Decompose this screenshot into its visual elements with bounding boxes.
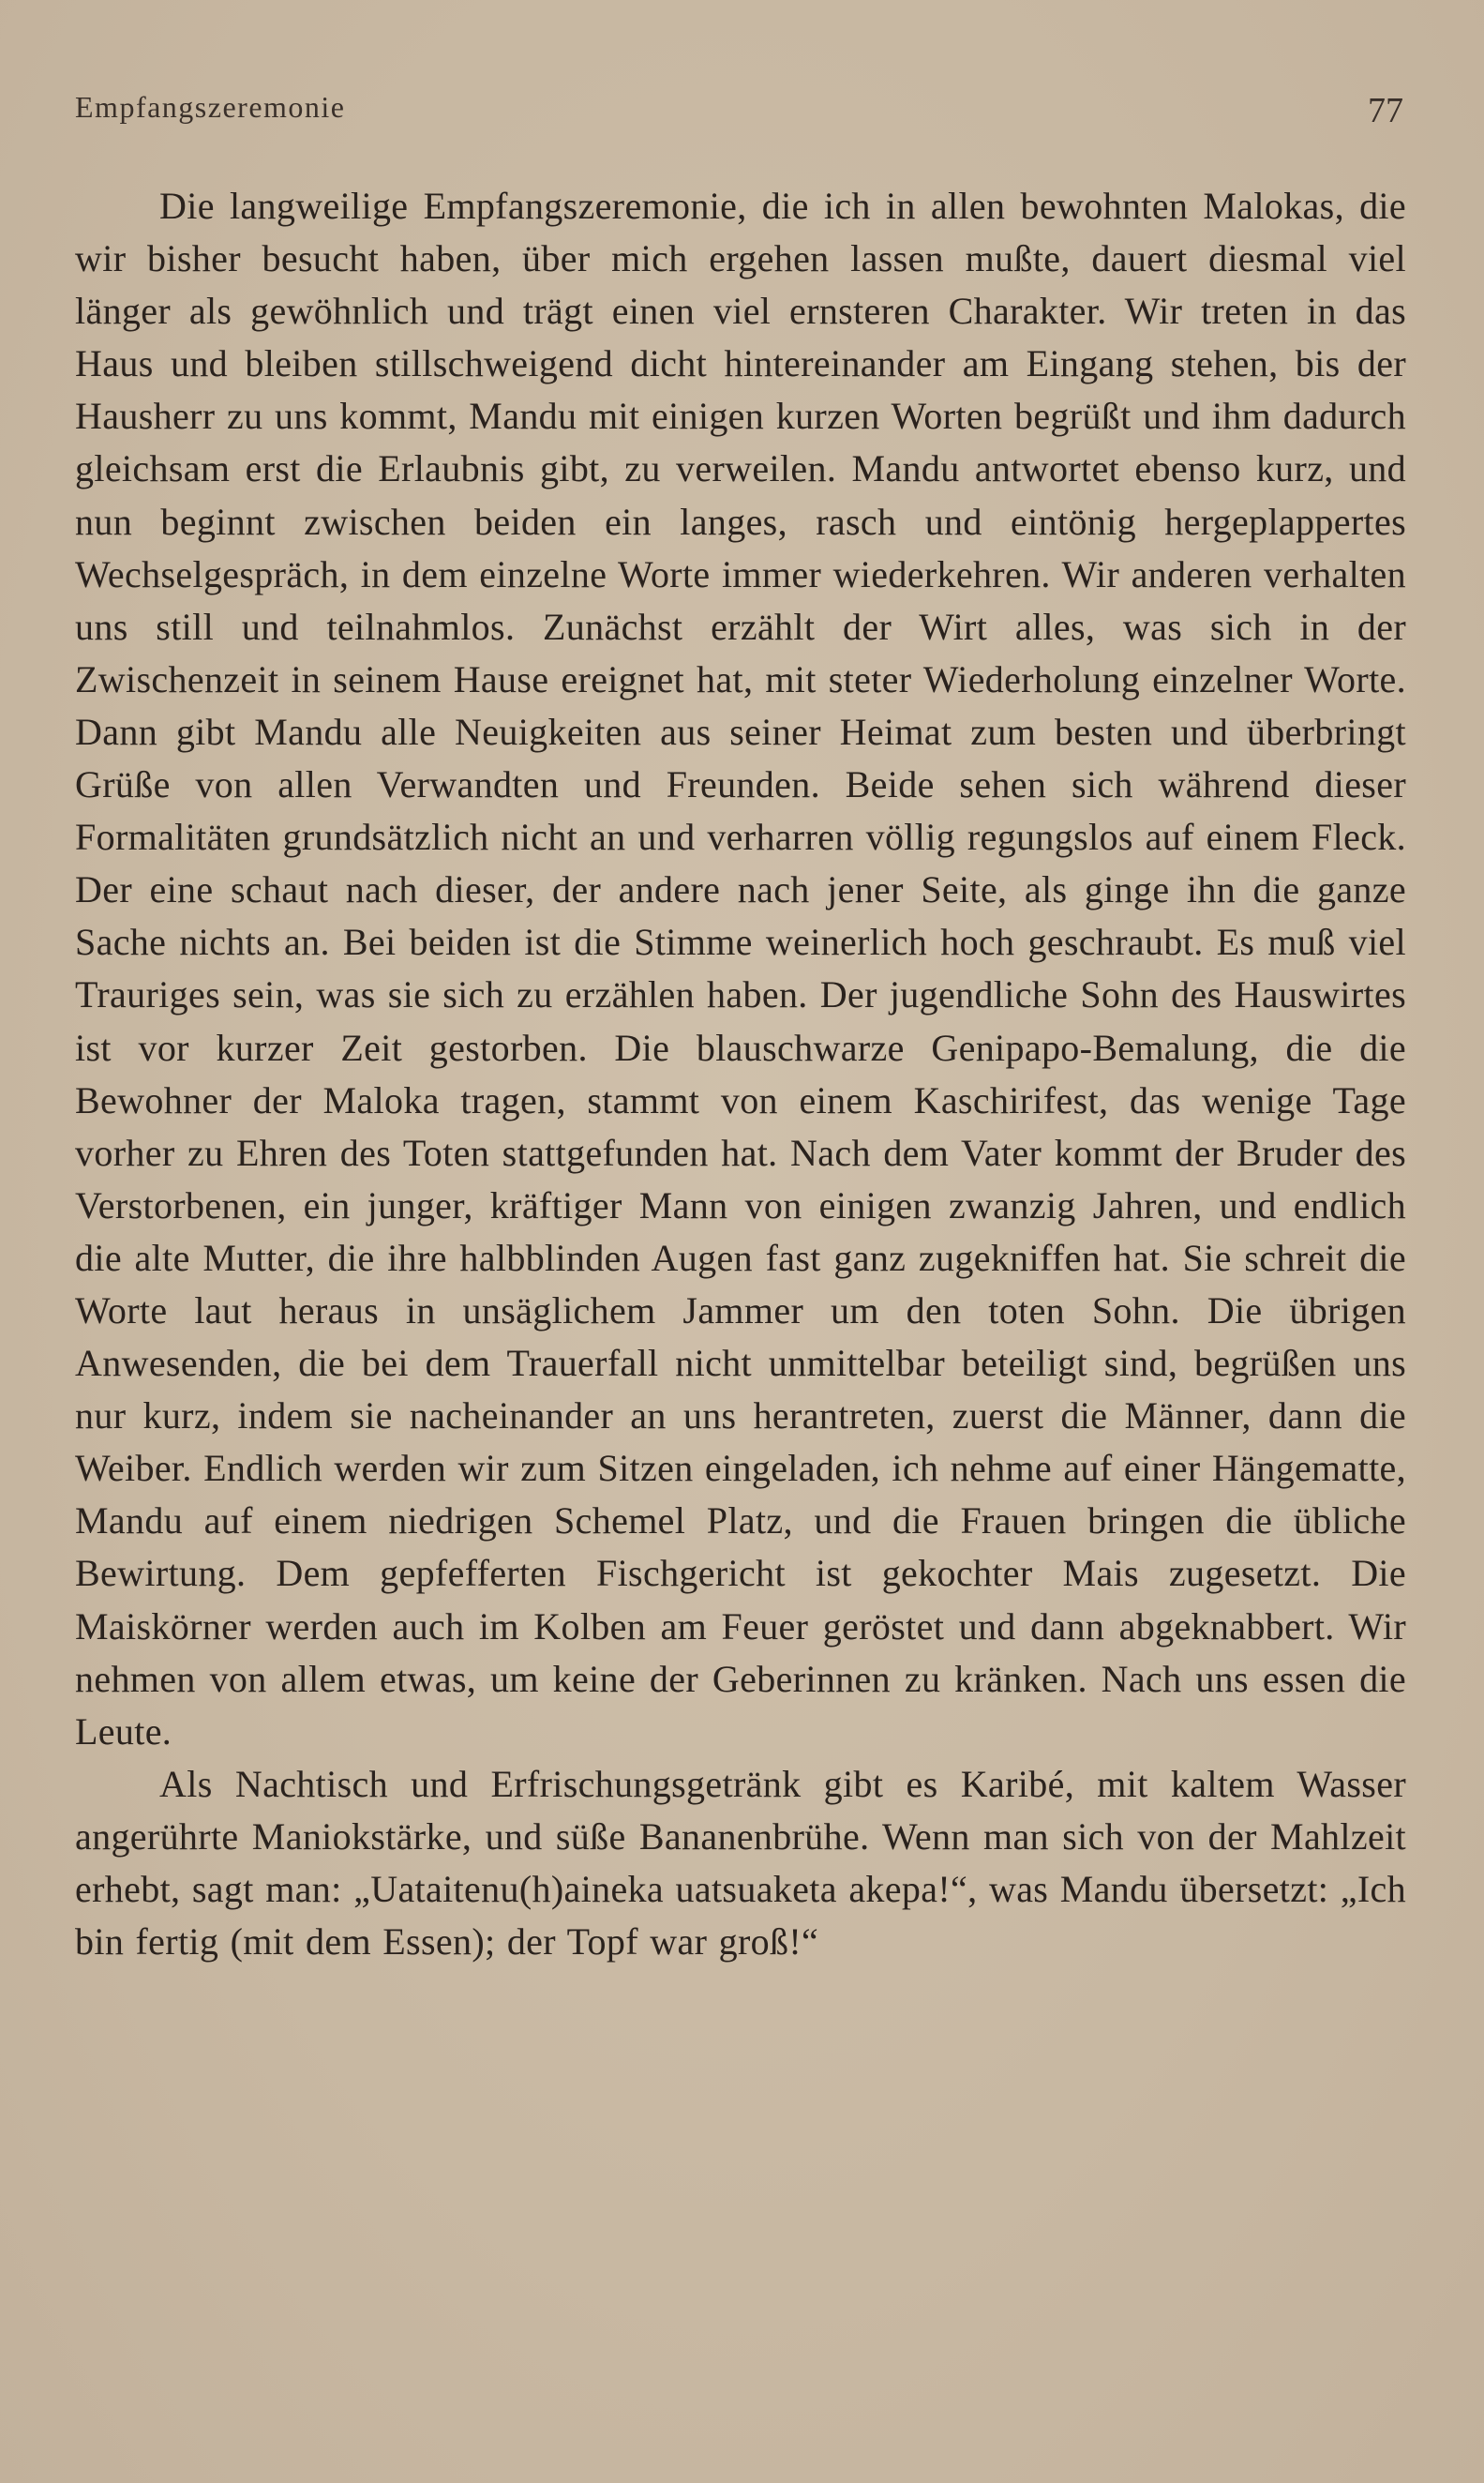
running-head: Empfangszeremonie: [75, 90, 346, 124]
paragraph: Als Nachtisch und Erfrischungsgetränk gibt es Karibé, mit kaltem Wasser angerührte Maniokstärke, und süße Bananenbrühe. Wenn man sich von der Mahlzeit erhebt, sagt man: „Uataitenu(h)aineka uatsuaketa akepa!“, was Mandu übersetzt: „Ich bin fertig (mit dem Essen); der Topf war groß!“: [75, 1762, 1406, 1964]
paragraph: Die langweilige Empfangszeremonie, die ich in allen bewohnten Malokas, die wir bisher besucht haben, über mich ergehen lassen mußte, dauert diesmal viel länger als gewöhnlich und trägt einen viel ernsteren Charakter. Wir treten in das Haus und bleiben stillschweigend dicht hintereinander am Eingang stehen, bis der Hausherr zu uns kommt, Mandu mit einigen kurzen Worten begrüßt und ihm dadurch gleichsam erst die Erlaubnis gibt, zu verweilen. Mandu antwortet ebenso kurz, und nun beginnt zwischen beiden ein langes, rasch und eintönig hergeplappertes Wechselgespräch, in dem einzelne Worte immer wiederkehren. Wir anderen verhalten uns still und teilnahmlos. Zunächst erzählt der Wirt alles, was sich in der Zwischenzeit in seinem Hause ereignet hat, mit steter Wiederholung einzelner Worte. Dann gibt Mandu alle Neuigkeiten aus seiner Heimat zum besten und überbringt Grüße von allen Verwandten und Freunden. Beide sehen sich während dieser Formalitäten grundsätzlich nicht an und verharren völlig regungslos auf einem Fleck. Der eine schaut nach dieser, der andere nach jener Seite, als ginge ihn die ganze Sache nichts an. Bei beiden ist die Stimme weinerlich hoch geschraubt. Es muß viel Trauriges sein, was sie sich zu erzählen haben. Der jugendliche Sohn des Hauswirtes ist vor kurzer Zeit gestorben. Die blauschwarze Genipapo-Bemalung, die die Bewohner der Maloka tragen, stammt von einem Kaschirifest, das wenige Tage vorher zu Ehren des Toten stattgefunden hat. Nach dem Vater kommt der Bruder des Verstorbenen, ein junger, kräftiger Mann von einigen zwanzig Jahren, und endlich die alte Mutter, die ihre halbblinden Augen fast ganz zugekniffen hat. Sie schreit die Worte laut heraus in unsäglichem Jammer um den toten Sohn. Die übrigen Anwesenden, die bei dem Trauerfall nicht unmittelbar beteiligt sind, begrüßen uns nur kurz, indem sie nacheinander an uns herantreten, zuerst die Männer, dann die Weiber. Endlich werden wir zum Sitzen eingeladen, ich nehme auf einer Hängematte, Mandu auf einem niedrigen Schemel Platz, und die Frauen bringen die übliche Bewirtung. Dem gepfefferten Fischgericht ist gekochter Mais zugesetzt. Die Maiskörner werden auch im Kolben am Feuer geröstet und dann abgeknabbert. Wir nehmen von allem etwas, um keine der Geberinnen zu kränken. Nach uns essen die Leute.: [75, 185, 1406, 1753]
body-text: [75, 180, 1406, 1968]
page-number: 77: [1368, 91, 1403, 130]
